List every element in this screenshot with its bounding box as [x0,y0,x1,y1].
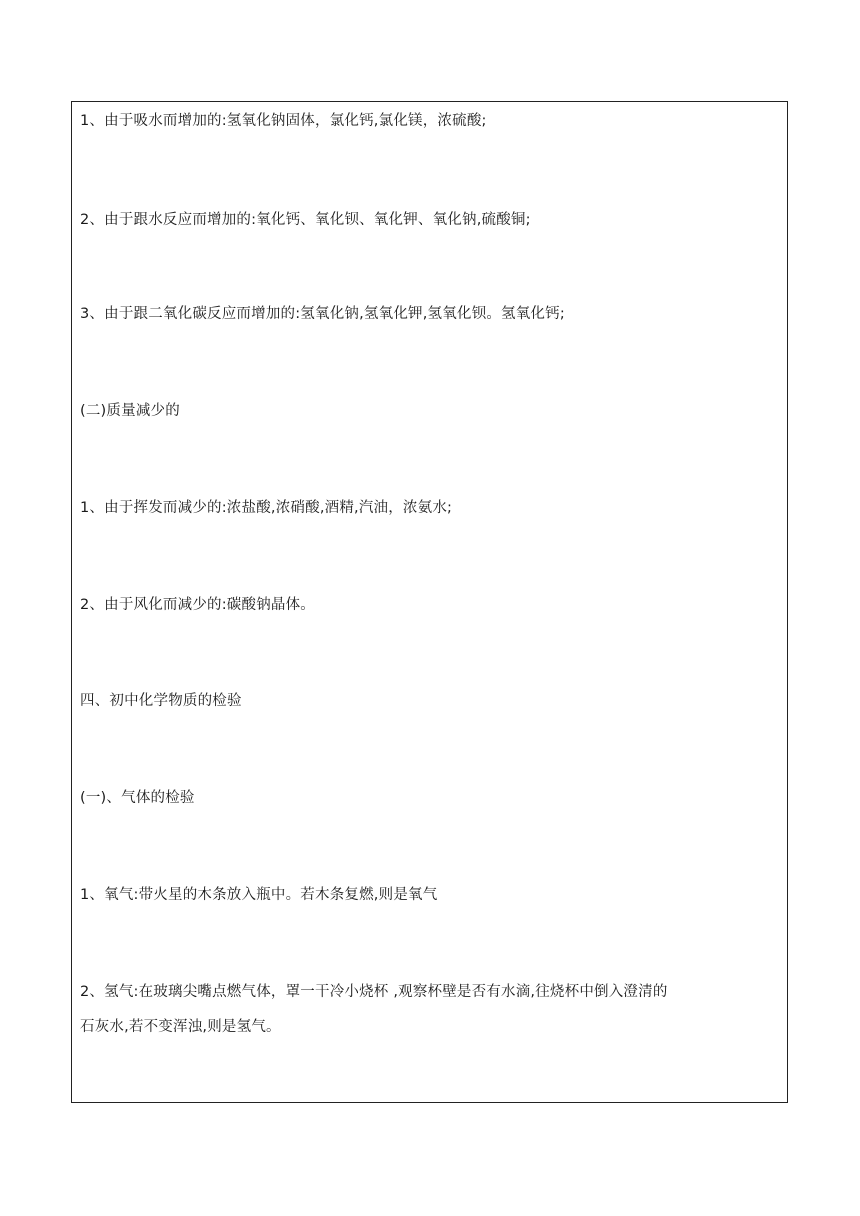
paragraph-hydrogen-test-continued: 石灰水,若不变浑浊,则是氢气。 [80,1019,281,1035]
paragraph-co2-reaction: 3、由于跟二氧化碳反应而增加的:氢氧化钠,氢氧化钾,氢氧化钡。氢氧化钙; [80,306,565,322]
paragraph-hydrogen-test: 2、氢气:在玻璃尖嘴点燃气体，罩一干冷小烧杯 ,观察杯壁是否有水滴,往烧杯中倒入澄清的 [80,984,668,1000]
paragraph-volatile: 1、由于挥发而减少的:浓盐酸,浓硝酸,酒精,汽油，浓氨水; [80,500,453,516]
paragraph-oxygen-test: 1、氧气:带火星的木条放入瓶中。若木条复燃,则是氧气 [80,887,438,903]
paragraph-water-reaction: 2、由于跟水反应而增加的:氧化钙、氧化钡、氧化钾、氧化钠,硫酸铜; [80,212,531,228]
paragraph-water-absorption: 1、由于吸水而增加的:氢氧化钠固体，氯化钙,氯化镁，浓硫酸; [80,113,487,129]
section-heading-substance-tests: 四、初中化学物质的检验 [80,693,242,709]
subheading-gas-tests: (一)、气体的检验 [80,790,195,806]
paragraph-weathering: 2、由于风化而减少的:碳酸钠晶体。 [80,597,316,613]
subheading-mass-decrease: (二)质量减少的 [80,403,180,419]
